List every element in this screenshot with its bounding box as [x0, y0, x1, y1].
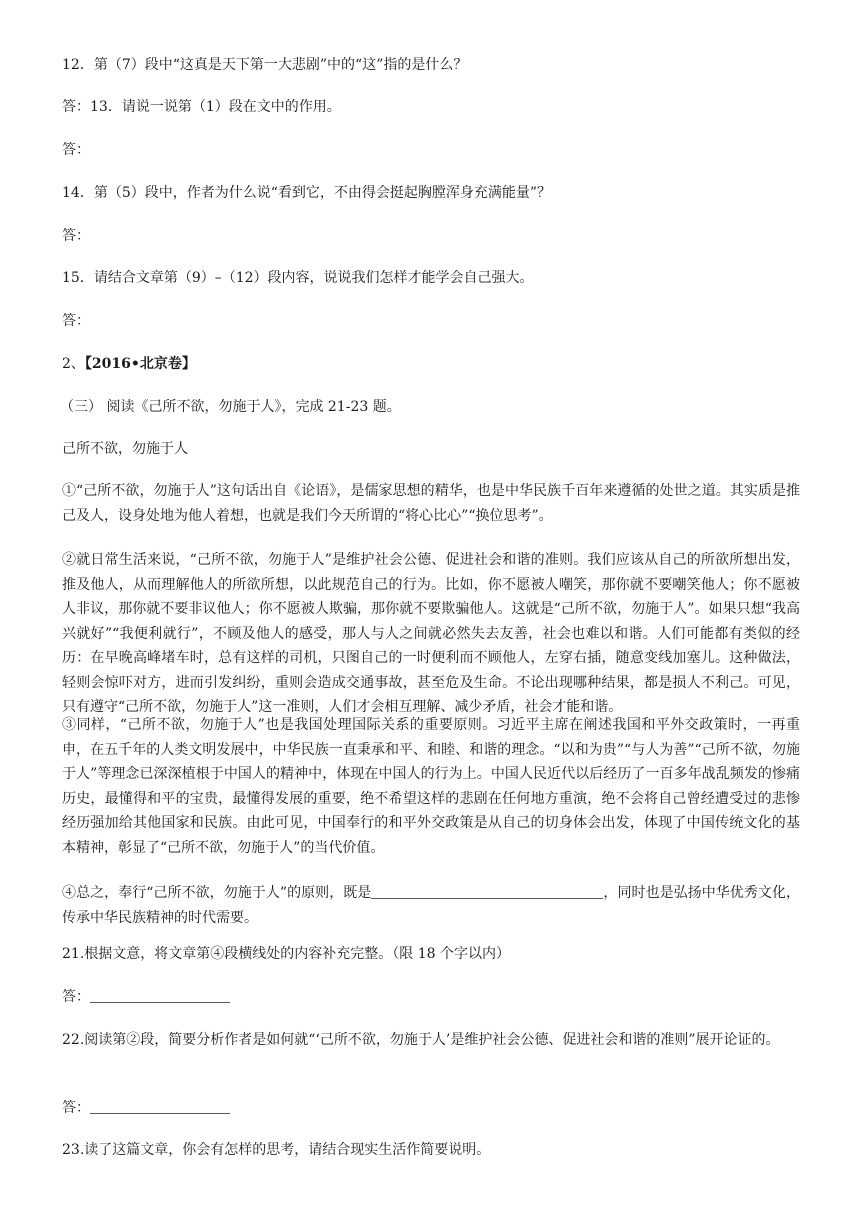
part-3-instructions: （三） 阅读《己所不欲，勿施于人》，完成 21-23 题。 [60, 399, 401, 415]
article-paragraph-3: ③同样，“己所不欲，勿施于人”也是我国处理国际关系的重要原则。习近平主席在阐述我国和平外交政策时，一再重申，在五千年的人类文明发展中，中华民族一直秉承和平、和睦、和谐的理念。“以和为贵”“与人为善”“己所不欲，勿施于人”等理念已深深植根于中国人的精神中，体现在中国人的行为上。中国人民近代以后经历了一百多年战乱频发的惨痛历史，最懂得和平的宝贵，最懂得发展的重要，绝不希望这样的悲剧在任何地方重演，绝不会将自己曾经遭受过的悲惨经历强加给其他国家和民族。由此可见，中国奉行的和平外交政策是从自己的切身体会出发，体现了中国传统文化的基本精神，彰显了“己所不欲，勿施于人”的当代价值。 [62, 717, 800, 856]
answer-line: 答： [62, 313, 90, 329]
question-12: 12．第（7）段中“这真是天下第一大悲剧”中的“这”指的是什么？ [62, 57, 468, 73]
section-source: 【2016•北京卷】 [84, 356, 196, 372]
answer-21 [62, 987, 800, 1008]
answer-22 [62, 1098, 800, 1119]
fill-in-blank[interactable] [371, 884, 603, 899]
answer-blank[interactable] [90, 988, 230, 1003]
question-22: 22.阅读第②段，简要分析作者是如何就“‘己所不欲，勿施于人’是维护社会公德、促进社会和谐的准则”展开论证的。 [62, 1032, 780, 1048]
answer-line: 答： [62, 142, 90, 158]
answer-label: 答： [62, 989, 90, 1005]
question-13: 答：13．请说一说第（1）段在文中的作用。 [62, 99, 341, 115]
paragraph-4-text-before: ④总之，奉行“己所不欲，勿施于人”的原则，既是 [62, 885, 372, 901]
section-number: 2、 [62, 356, 85, 372]
article-paragraph-2: ②就日常生活来说，“己所不欲，勿施于人”是维护社会公德、促进社会和谐的准则。我们应该从自己的所欲所想出发，推及他人，从而理解他人的所欲所想，以此规范自己的行为。比如，你不愿被人嘲笑，那你就不要嘲笑他人；你不愿被人非议，那你就不要非议他人；你不愿被人欺骗，那你就不要欺骗他人。这就是“己所不欲，勿施于人”。如果只想“我高兴就好”“我便利就行”，不顾及他人的感受，那人与人之间就必然失去友善，社会也难以和谐。人们可能都有类似的经历：在早晚高峰堵车时，总有这样的司机，只图自己的一时便利而不顾他人，左穿右插，随意变线加塞儿。这种做法，轻则会惊吓对方，进而引发纠纷，重则会造成交通事故，甚至危及生命。不论出现哪种结果，都是损人不利己。可见，只有遵守“己所不欲，勿施于人”这一准则，人们才会相互理解、减少矛盾，社会才能和谐。 [62, 552, 800, 715]
question-15: 15．请结合文章第（9）–（12）段内容，说说我们怎样才能学会自己强大。 [62, 270, 534, 286]
paragraph-4-text-after: ，同时也是弘扬中华优秀文化，传承中华民族精神的时代需要。 [62, 885, 800, 926]
answer-blank[interactable] [90, 1099, 230, 1114]
section-2-heading [62, 354, 800, 375]
article-paragraph-1: ①“己所不欲，勿施于人”这句话出自《论语》，是儒家思想的精华，也是中华民族千百年来遵循的处世之道。其实质是推己及人，设身处地为他人着想，也就是我们今天所谓的“将心比心”“换位思考”。 [62, 483, 800, 524]
question-14: 14．第（5）段中，作者为什么说“看到它，不由得会挺起胸膛浑身充满能量”？ [62, 185, 552, 201]
question-23: 23.读了这篇文章，你会有怎样的思考，请结合现实生活作简要说明。 [62, 1142, 491, 1158]
question-21: 21.根据文意，将文章第④段横线处的内容补充完整。（限 18 个字以内） [62, 946, 510, 962]
answer-label: 答： [62, 1100, 90, 1116]
article-title: 己所不欲，勿施于人 [62, 441, 188, 457]
article-paragraph-4 [62, 881, 800, 930]
answer-line: 答： [62, 228, 90, 244]
